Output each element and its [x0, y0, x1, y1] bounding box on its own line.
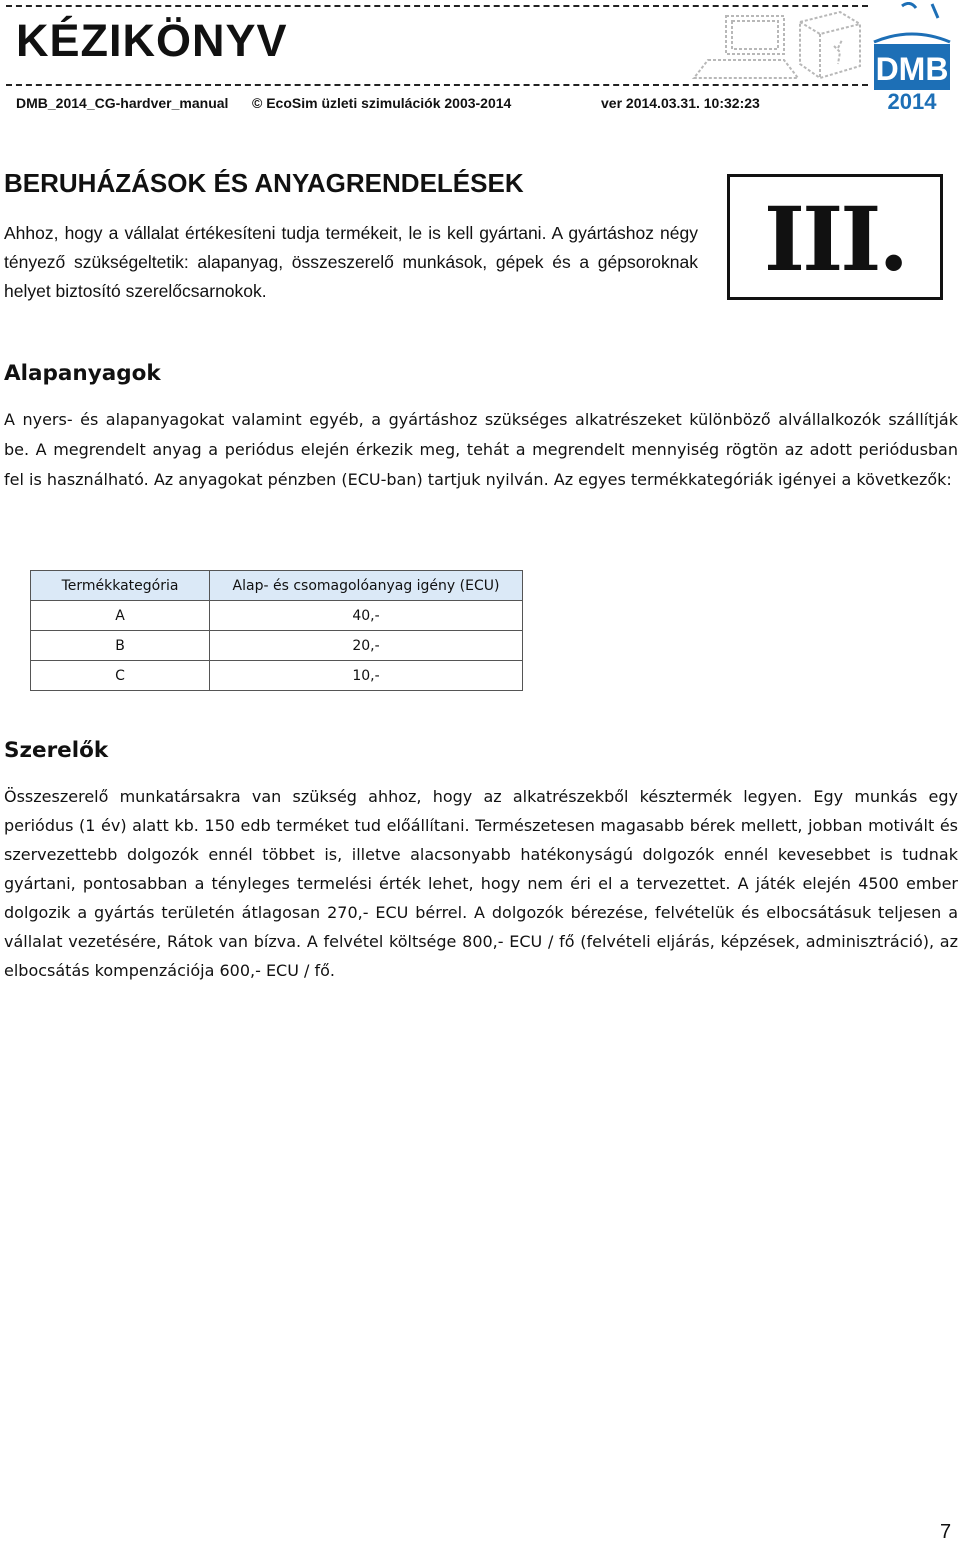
category-cell: B: [31, 631, 210, 661]
requirement-cell: 40,-: [210, 601, 523, 631]
column-header: Alap- és csomagolóanyag igény (ECU): [210, 571, 523, 601]
materials-paragraph: A nyers- és alapanyagokat valamint egyéb, a gyártáshoz szükséges alkatrészeket különböző alvállalkozók szállítják be. A megrendelt anyag a periódus elején érkezik meg, tehát a megrendelt mennyiség rögtön az adott periódusban fel is használható. Az anyagokat pénzben (ECU-ban) tartjuk nyilván. Az egyes termékkategóriák igényei a következők:: [4, 410, 958, 489]
table-header-row: [31, 571, 523, 601]
workers-paragraph: Összeszerelő munkatársakra van szükség ahhoz, hogy az alkatrészekből késztermék legyen. Egy munkás egy periódus (1 év) alatt kb. 150 edb terméket tud előállítani. Természetesen magasabb bérek mellett, jobban motivált és szervezettebb dolgozók ennél többet is, illetve alacsonyabb hatékonyságú dolgozók ennél kevesebbet is tudnak gyártani, pontosabban a tényleges termelési érték lehet, hogy nem éri el a tervezettet. A játék elején 4500 ember dolgozik a gyártás területén átlagosan 270,- ECU bérrel. A dolgozók bérezése, felvételük és elbocsátásuk teljesen a vállalat vezetésére, Rátok van bízva. A felvétel költsége 800,- ECU / fő (felvételi eljárás, képzések, adminisztráció), az elbocsátás kompenzációja 600,- ECU / fő.: [4, 787, 958, 980]
header-top-rule: [6, 5, 868, 7]
doc-id: DMB_2014_CG-hardver_manual: [16, 95, 229, 111]
category-cell: C: [31, 661, 210, 691]
intro-paragraph: Ahhoz, hogy a vállalat értékesíteni tudja termékeit, le is kell gyártani. A gyártáshoz négy tényező szükségeltetik: alapanyag, összeszerelő munkások, gépek és a gépsoroknak helyet biztosító szerelőcsarnokok.: [4, 223, 698, 301]
page-number: 7: [940, 1521, 952, 1543]
table-row: [31, 631, 523, 661]
table-row: [31, 661, 523, 691]
column-header: Termékkategória: [31, 571, 210, 601]
chapter-numeral: III.: [763, 187, 907, 291]
section-title: BERUHÁZÁSOK ÉS ANYAGRENDELÉSEK: [4, 168, 524, 198]
chapter-box: [727, 174, 943, 300]
computer-illustration-icon: [688, 8, 868, 84]
category-cell: A: [31, 601, 210, 631]
copyright-notice: © EcoSim üzleti szimulációk 2003-2014: [252, 95, 512, 111]
table-row: [31, 601, 523, 631]
version-stamp: ver 2014.03.31. 10:32:23: [601, 95, 760, 111]
workers-heading: Szerelők: [4, 738, 109, 763]
manual-title: KÉZIKÖNYV: [16, 15, 288, 66]
requirement-cell: 10,-: [210, 661, 523, 691]
logo-text: DMB: [875, 51, 949, 87]
logo-year: 2014: [887, 89, 937, 114]
materials-table: [30, 570, 523, 691]
dmb-logo: [872, 2, 952, 114]
header-mid-rule: [6, 84, 868, 86]
materials-heading: Alapanyagok: [4, 361, 161, 386]
requirement-cell: 20,-: [210, 631, 523, 661]
